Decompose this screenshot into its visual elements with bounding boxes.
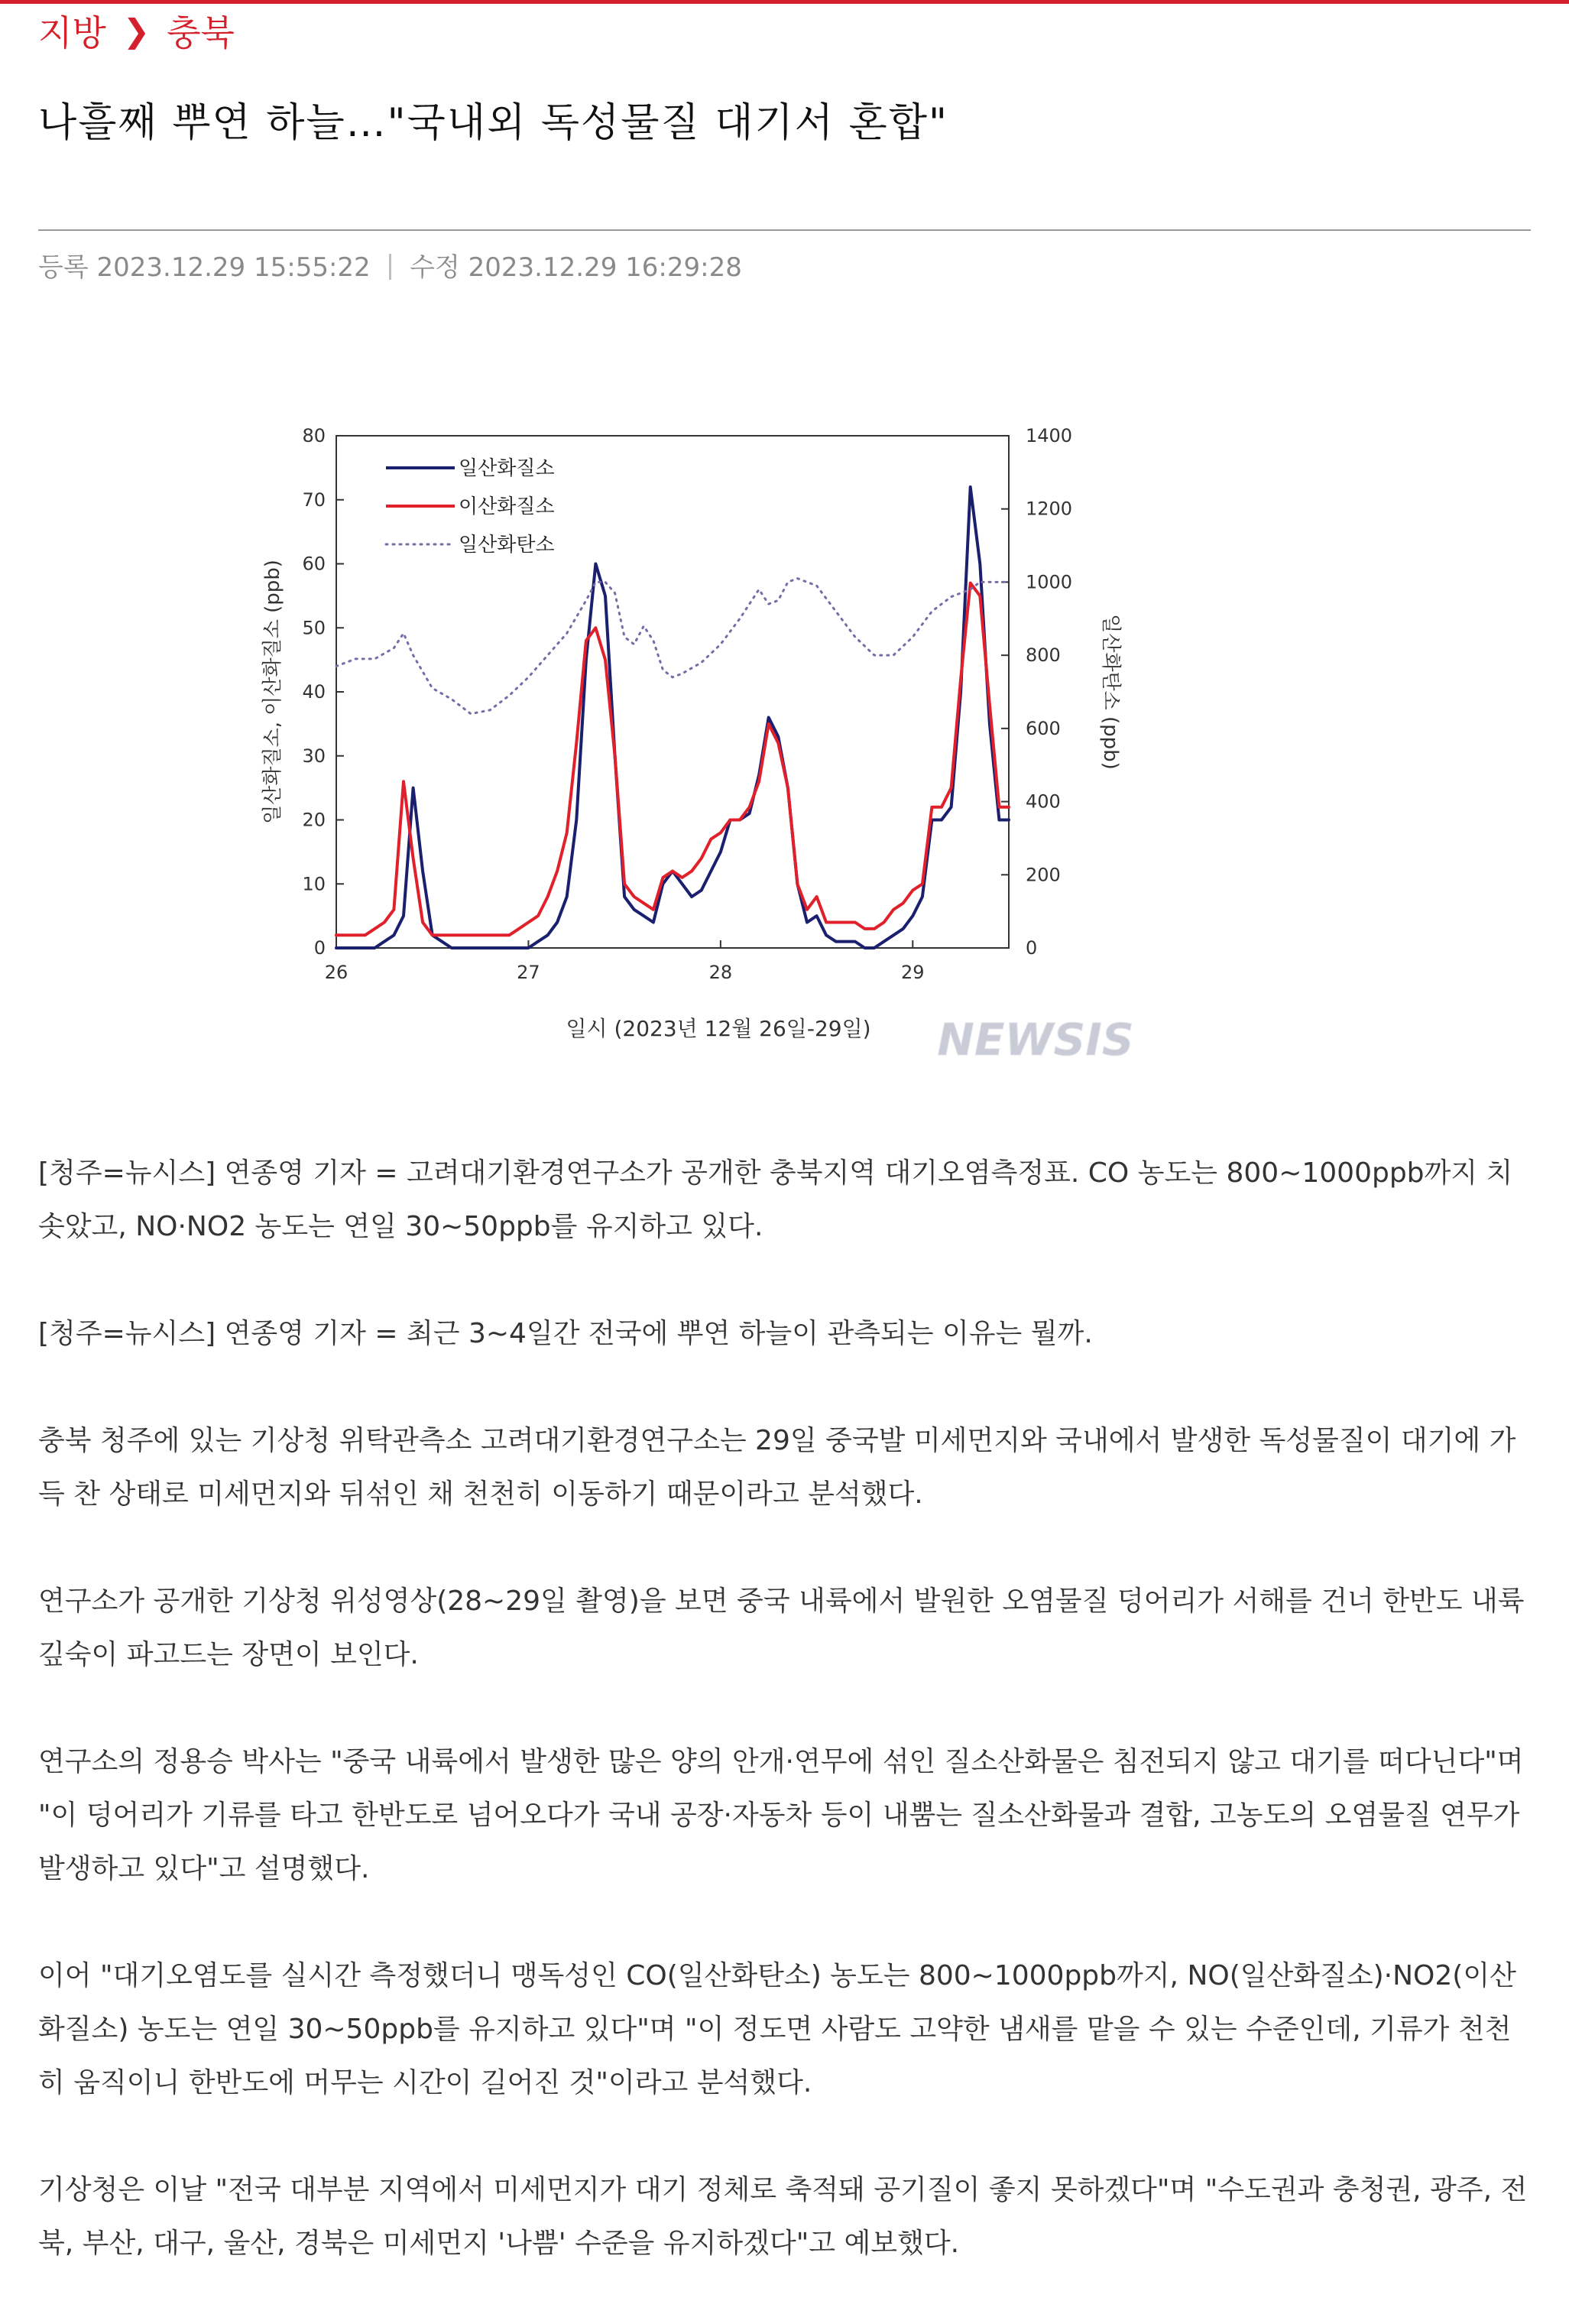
legend-label-1: 일산화질소 [459, 457, 555, 480]
y2-tick-label: 0 [1026, 937, 1038, 959]
modified-timestamp: 수정 2023.12.29 16:29:28 [410, 252, 742, 283]
newsis-watermark: NEWSIS [937, 1014, 1134, 1066]
y2-tick-label: 200 [1026, 864, 1061, 886]
top-accent-bar [0, 0, 1569, 4]
y-tick-label: 70 [302, 488, 326, 511]
series-line-1 [336, 487, 1009, 948]
article-paragraph: 연구소가 공개한 기상청 위성영상(28~29일 촬영)을 보면 중국 내륙에서 발원한 오염물질 덩어리가 서해를 건너 한반도 내륙 깊숙이 파고드는 장면이 보인다. [38, 1586, 1525, 1670]
breadcrumb-subsection-link[interactable]: 충북 [167, 12, 235, 54]
y-axis-label: 일산화질소, 이산화질소 (ppb) [261, 560, 284, 824]
breadcrumb-section-link[interactable]: 지방 [38, 12, 106, 54]
y2-tick-label: 1400 [1026, 425, 1073, 446]
y-tick-label: 40 [302, 681, 326, 703]
y2-tick-label: 800 [1026, 644, 1061, 667]
chevron-right-icon: ❯ [122, 11, 151, 50]
legend-label-2: 이산화질소 [459, 495, 555, 518]
y2-tick-label: 1200 [1026, 498, 1073, 520]
article-body [38, 1147, 1532, 2324]
y2-axis-label: 일산화탄소 (ppb) [1099, 614, 1122, 770]
y-tick-label: 50 [302, 617, 326, 639]
air-quality-chart [245, 413, 1315, 1070]
x-tick-label: 26 [324, 962, 348, 983]
article-meta [38, 246, 742, 284]
series-line-3 [336, 579, 1009, 714]
x-axis-label: 일시 (2023년 12월 26일-29일) [566, 1016, 871, 1041]
y2-tick-label: 600 [1026, 717, 1061, 739]
article-paragraph: [청주=뉴시스] 연종영 기자 = 고려대기환경연구소가 공개한 충북지역 대기오염측정표. CO 농도는 800~1000ppb까지 치솟았고, NO·NO2 농도는 연일 30~50ppb를 유지하고 있다. [38, 1157, 1513, 1242]
series-line-2 [336, 583, 1009, 936]
article-paragraph: 기상청은 이날 "전국 대부분 지역에서 미세먼지가 대기 정체로 축적돼 공기질이 좋지 못하겠다"며 "수도권과 충청권, 광주, 전북, 부산, 대구, 울산, 경북은 미세먼지 '나쁨' 수준을 유지하겠다"고 예보했다. [38, 2174, 1528, 2259]
registered-timestamp: 등록 2023.12.29 15:55:22 [38, 252, 371, 283]
y-tick-label: 20 [302, 809, 326, 831]
breadcrumb [38, 9, 235, 52]
air-quality-chart-figure [245, 413, 1315, 1070]
article-title: 나흘째 뿌연 하늘…"국내외 독성물질 대기서 혼합" [38, 100, 948, 146]
meta-separator: | [385, 249, 395, 281]
x-tick-label: 28 [708, 962, 733, 983]
y2-tick-label: 400 [1026, 790, 1061, 813]
y-tick-label: 0 [313, 937, 326, 959]
x-tick-label: 27 [517, 962, 540, 983]
x-tick-label: 29 [901, 962, 925, 983]
article-paragraph: 연구소의 정용승 박사는 "중국 내륙에서 발생한 많은 양의 안개·연무에 섞인 질소산화물은 침전되지 않고 대기를 떠다닌다"며 "이 덩어리가 기류를 타고 한반도로 넘어오다가 국내 공장·자동차 등이 내뿜는 질소산화물과 결합, 고농도의 오염물질 연무가 발생하고 있다"고 설명했다. [38, 1746, 1524, 1884]
y-tick-label: 60 [302, 553, 326, 575]
y2-tick-label: 1000 [1026, 571, 1073, 593]
article-paragraph: 충북 청주에 있는 기상청 위탁관측소 고려대기환경연구소는 29일 중국발 미세먼지와 국내에서 발생한 독성물질이 대기에 가득 찬 상태로 미세먼지와 뒤섞인 채 천천히 이동하기 때문이라고 분석했다. [38, 1425, 1516, 1510]
y-tick-label: 30 [302, 745, 326, 767]
article-paragraph: 이어 "대기오염도를 실시간 측정했더니 맹독성인 CO(일산화탄소) 농도는 800~1000ppb까지, NO(일산화질소)·NO2(이산화질소) 농도는 연일 30~50ppb를 유지하고 있다"며 "이 정도면 사람도 고약한 냄새를 맡을 수 있는 수준인데, 기류가 천천히 움직이니 한반도에 머무는 시간이 길어진 것"이라고 분석했다. [38, 1960, 1516, 2098]
y-tick-label: 10 [302, 873, 326, 895]
legend-label-3: 일산화탄소 [459, 534, 555, 557]
title-divider [38, 229, 1531, 231]
y-tick-label: 80 [302, 425, 326, 446]
article-paragraph: [청주=뉴시스] 연종영 기자 = 최근 3~4일간 전국에 뿌연 하늘이 관측되는 이유는 뭘까. [38, 1318, 1093, 1349]
